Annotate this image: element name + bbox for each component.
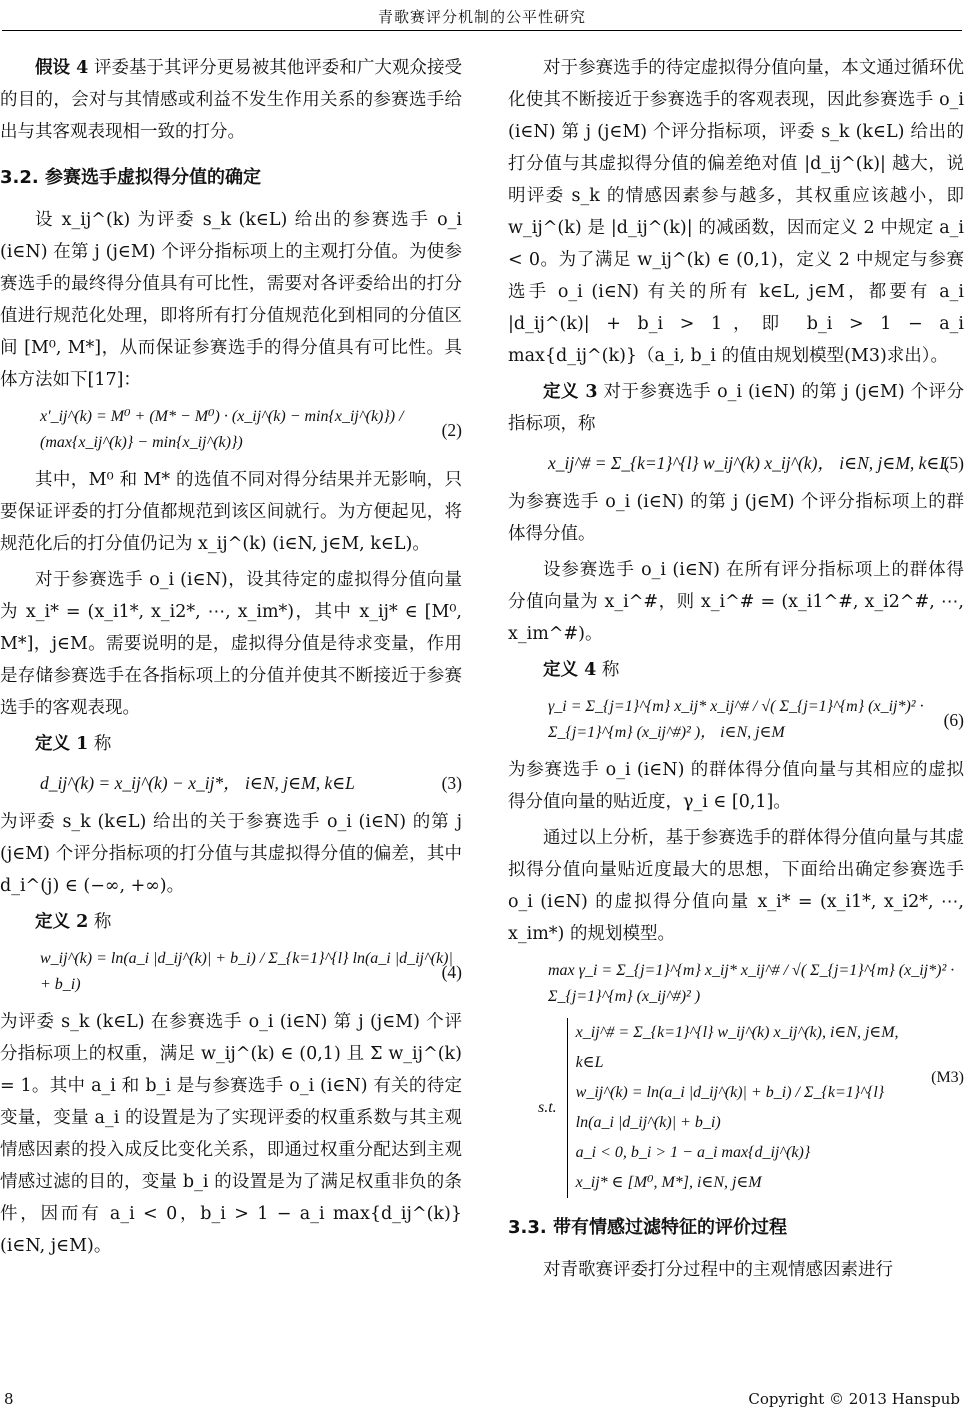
para-optimization: 对于参赛选手的待定虚拟得分值向量，本文通过循环优化使其不断接近于参赛选手的客观表现，因此参赛选手 o_i (i∈N) 第 j (j∈M) 个评分指标项，评委 s_k (k∈L) 给出的打分值与其虚拟得分值的偏差绝对值 |d_ij^(k)| 越大，说明评委 s_k 的情感因素参与越多，其权重应该越小，即 w_ij^(k) 是 |d_ij^(k)| 的减函数，因而定义 2 中规定 a_i < 0。为了满足 w_ij^(k) ∈ (0,1)，定义 2 中规定与参赛选手 o_i (i∈N) 有关的所有 k∈L, j∈M，都要有 a_i |d_ij^(k)| + b_i > 1，即 b_i > 1 − a_i max{d_ij^(k)}（a_i, b_i 的值由规划模型(M3)求出）。 bbox=[508, 58, 964, 366]
para-choice-m0: 其中，M⁰ 和 M* 的选值不同对得分结果并无影响，只要保证评委的打分值都规范到该区间就行。为方便起见，将规范化后的打分值仍记为 x_ij^(k) (i∈N, j∈M, k∈L)。 bbox=[0, 470, 462, 554]
page-number: 8 bbox=[4, 1390, 14, 1408]
definition-4-word: 称 bbox=[601, 660, 620, 680]
model-m3-constraint-3: a_i < 0, b_i > 1 − a_i max{d_ij^(k)} bbox=[575, 1144, 811, 1161]
equation-3 bbox=[0, 768, 462, 798]
definition-1-word: 称 bbox=[93, 734, 112, 754]
header-rule bbox=[2, 30, 962, 31]
para-emotion-filter: 对青歌赛评委打分过程中的主观情感因素进行 bbox=[543, 1260, 893, 1280]
definition-2-word: 称 bbox=[93, 912, 112, 932]
model-m3-constraint-4: x_ij* ∈ [M⁰, M*], i∈N, j∈M bbox=[575, 1174, 762, 1191]
definition-3-text: 对于参赛选手 o_i (i∈N) 的第 j (j∈M) 个评分指标项，称 bbox=[508, 382, 964, 434]
para-weight: 为评委 s_k (k∈L) 在参赛选手 o_i (i∈N) 第 j (j∈M) 个评分指标项上的权重，满足 w_ij^(k) ∈ (0,1) 且 Σ w_ij^(k) = 1。其中 a_i 和 b_i 是与参赛选手 o_i (i∈N) 有关的待定变量，变量 a_i 的设置是为了实现评委的权重系数与其主观情感因素的投入成反比变化关系，即通过权重分配达到主观情感过滤的目的，变量 b_i 的设置是为了满足权重非负的条件，因而有 a_i < 0，b_i > 1 − a_i max{d_ij^(k)} (i∈N, j∈M)。 bbox=[0, 1012, 462, 1256]
para-normalization: 设 x_ij^(k) 为评委 s_k (k∈L) 给出的参赛选手 o_i (i∈N) 在第 j (j∈M) 个评分指标项上的主观打分值。为使参赛选手的最终得分值具有可比性，需要对各评委给出的打分值进行规范化处理，即将所有打分值规范化到相同的分值区间 [M⁰, M*]，从而保证参赛选手的得分值具有可比性。具体方法如下[17]： bbox=[0, 210, 462, 390]
equation-5 bbox=[508, 448, 964, 478]
equation-2-number: (2) bbox=[441, 420, 462, 440]
model-m3-constraints bbox=[508, 1018, 964, 1198]
definition-3-label: 定义 3 bbox=[543, 382, 598, 402]
assumption-4 bbox=[0, 52, 462, 148]
section-3-3-heading: 3.3. 带有情感过滤特征的评价过程 bbox=[508, 1217, 787, 1238]
para-group-score: 为参赛选手 o_i (i∈N) 的第 j (j∈M) 个评分指标项上的群体得分值。 bbox=[508, 492, 964, 544]
equation-6-body: γ_i = Σ_{j=1}^{m} x_ij* x_ij^# / √( Σ_{j=1}^{m} (x_ij*)² · Σ_{j=1}^{m} (x_ij^#)² )， i∈N, j∈M bbox=[548, 698, 924, 741]
model-m3-number: (M3) bbox=[931, 1069, 964, 1086]
equation-3-body: d_ij^(k) = x_ij^(k) − x_ij*， i∈N, j∈M, k∈L bbox=[40, 773, 355, 793]
assumption-4-text: 评委基于其评分更易被其他评委和广大观众接受的目的，会对与其情感或利益不发生作用关系的参赛选手给出与其客观表现相一致的打分。 bbox=[0, 58, 462, 142]
model-m3-st: s.t. bbox=[538, 1099, 557, 1116]
para-group-vector: 设参赛选手 o_i (i∈N) 在所有评分指标项上的群体得分值向量为 x_i^#，则 x_i^# = (x_i1^#, x_i2^#, ⋯, x_im^#)。 bbox=[508, 560, 964, 644]
equation-2 bbox=[0, 404, 462, 456]
definition-4-intro bbox=[508, 654, 964, 686]
definition-4-label: 定义 4 bbox=[543, 660, 597, 680]
equation-4-body: w_ij^(k) = ln(a_i |d_ij^(k)| + b_i) / Σ_{k=1}^{l} ln(a_i |d_ij^(k)| + b_i) bbox=[40, 950, 453, 993]
definition-3-intro bbox=[508, 376, 964, 440]
model-m3-constraint-2: w_ij^(k) = ln(a_i |d_ij^(k)| + b_i) / Σ_{k=1}^{l} ln(a_i |d_ij^(k)| + b_i) bbox=[575, 1084, 885, 1131]
section-3-2-heading: 3.2. 参赛选手虚拟得分值的确定 bbox=[0, 167, 261, 188]
definition-1-label: 定义 1 bbox=[35, 734, 89, 754]
equation-5-body: x_ij^# = Σ_{k=1}^{l} w_ij^(k) x_ij^(k)， i∈N, j∈M, k∈L bbox=[548, 453, 950, 473]
model-m3-constraint-1: x_ij^# = Σ_{k=1}^{l} w_ij^(k) x_ij^(k), i∈N, j∈M, k∈L bbox=[575, 1024, 899, 1071]
equation-4 bbox=[0, 946, 462, 998]
equation-6-number: (6) bbox=[943, 710, 964, 730]
model-m3-constraint-list bbox=[567, 1018, 906, 1198]
equation-3-number: (3) bbox=[441, 773, 462, 793]
right-column bbox=[508, 52, 964, 1290]
para-virtual-score: 对于参赛选手 o_i (i∈N)，设其待定的虚拟得分值向量为 x_i* = (x_i1*, x_i2*, ⋯, x_im*)，其中 x_ij* ∈ [M⁰, M*]，j∈M。需要说明的是，虚拟得分值是待求变量，作用是存储参赛选手在各指标项上的分值并使其不断接近于参赛选手的客观表现。 bbox=[0, 570, 462, 718]
para-closeness: 为参赛选手 o_i (i∈N) 的群体得分值向量与其相应的虚拟得分值向量的贴近度，γ_i ∈ [0,1]。 bbox=[508, 760, 964, 812]
equation-2-body: x′_ij^(k) = M⁰ + (M* − M⁰) · (x_ij^(k) − min{x_ij^(k)}) / (max{x_ij^(k)} − min{x_ij^(k)}) bbox=[40, 408, 404, 451]
definition-2-label: 定义 2 bbox=[35, 912, 89, 932]
equation-6 bbox=[508, 694, 964, 746]
equation-4-number: (4) bbox=[441, 962, 462, 982]
equation-5-number: (5) bbox=[943, 453, 964, 473]
copyright: Copyright © 2013 Hanspub bbox=[748, 1390, 960, 1408]
assumption-4-label: 假设 4 bbox=[35, 58, 89, 78]
para-model-intro: 通过以上分析，基于参赛选手的群体得分值向量与其虚拟得分值向量贴近度最大的思想，下面给出确定参赛选手 o_i (i∈N) 的虚拟得分值向量 x_i* = (x_i1*, x_i2*, ⋯, x_im*) 的规划模型。 bbox=[508, 828, 964, 944]
definition-2-intro bbox=[0, 906, 462, 938]
model-m3-objective: max γ_i = Σ_{j=1}^{m} x_ij* x_ij^# / √( Σ_{j=1}^{m} (x_ij*)² · Σ_{j=1}^{m} (x_ij^#)² ) bbox=[548, 962, 955, 1005]
running-head: 青歌赛评分机制的公平性研究 bbox=[377, 8, 586, 26]
definition-1-intro bbox=[0, 728, 462, 760]
para-deviation: 为评委 s_k (k∈L) 给出的关于参赛选手 o_i (i∈N) 的第 j (j∈M) 个评分指标项的打分值与其虚拟得分值的偏差，其中 d_i^(j) ∈ (−∞, +∞)。 bbox=[0, 812, 462, 896]
left-column bbox=[0, 52, 462, 1266]
model-m3 bbox=[508, 958, 964, 1198]
